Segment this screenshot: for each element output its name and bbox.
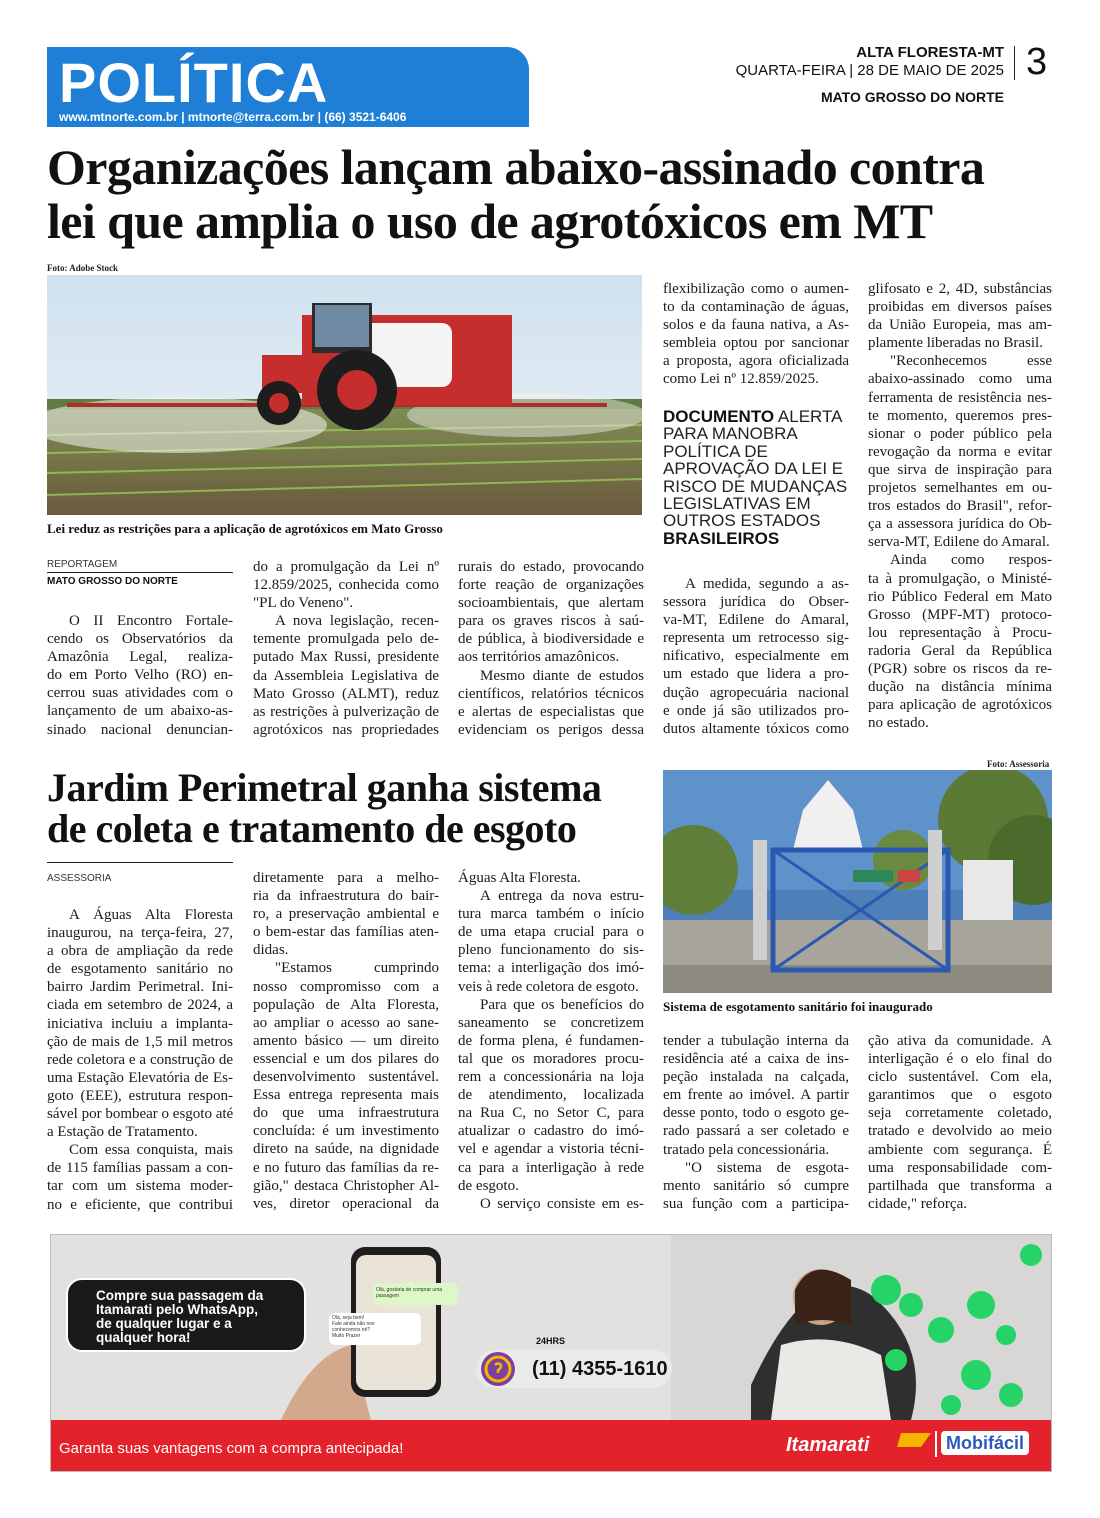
pull-quote-text: RISCO DE MUDANÇAS — [663, 476, 848, 496]
article1-headline-line1: Organizações lançam abaixo-assinado contra — [47, 139, 985, 195]
text-line: e onde já são utilizados pro- — [663, 702, 849, 719]
text-line: tema: a interligação dos imó- — [458, 960, 644, 977]
text-line: ferramenta de resistência nes- — [868, 389, 1052, 406]
text-line: do que uma infraestrutura — [253, 1105, 439, 1122]
text-line: ria da infraestrutura do bair- — [253, 888, 439, 905]
text-line: pleno funcionamento do sis- — [458, 942, 644, 959]
promo-line: Itamarati pelo WhatsApp, — [96, 1302, 259, 1317]
text-line: ambiente com segurança. É — [868, 1141, 1052, 1158]
article1-photo-credit: Foto: Adobe Stock — [47, 263, 119, 273]
text-line: 12.859/2025, conhecida como — [253, 577, 439, 594]
pull-quote — [663, 408, 849, 547]
text-line: representa um retrocesso sig- — [663, 630, 849, 647]
text-line: ro, a preservação ambiental e — [253, 906, 439, 923]
text-line: abaixo-assinado como uma — [868, 371, 1052, 388]
text-line: peção instalada na calçada, — [663, 1069, 849, 1086]
text-line: como Lei nº 12.859/2025. — [663, 371, 819, 388]
text-line: forte reação de organizações — [458, 577, 644, 594]
pull-quote-text: ALERTA — [774, 407, 843, 426]
pull-quote-lead: DOCUMENTO — [663, 407, 775, 426]
phone-hours: 24HRS — [536, 1336, 566, 1346]
article1-column-1 — [47, 612, 233, 739]
text-line: lou representação à Procu- — [868, 624, 1052, 641]
article2-photo-credit: Foto: Assessoria — [987, 759, 1050, 769]
text-line: cidade," reforça. — [868, 1195, 967, 1212]
text-line: ção ativa da comunidade. A — [868, 1033, 1052, 1049]
section-banner — [47, 47, 529, 127]
text-line: veis à rede coletora de esgoto. — [458, 978, 639, 995]
text-line: Mesmo diante de estudos — [480, 667, 644, 684]
text-line: "Estamos cumprindo — [275, 960, 439, 977]
text-line: aos territórios amazônicos. — [458, 649, 620, 666]
sewage-station-photo — [663, 770, 1052, 993]
text-line: sessora jurídica do Obser- — [663, 594, 849, 611]
text-line: (PGR) sobre os riscos da re- — [868, 660, 1052, 677]
text-line: desse ponto, todo o esgoto ge- — [663, 1105, 849, 1122]
text-line: da Assembleia Legislativa de — [253, 667, 439, 684]
article1-column-5 — [868, 280, 1052, 732]
article1-caption: Lei reduz as restrições para a aplicação de agrotóxicos em Mato Grosso — [47, 521, 443, 536]
promo-box — [66, 1278, 306, 1352]
text-line: cerrou suas atividades com o — [47, 685, 233, 702]
article2-column-2 — [253, 869, 439, 1213]
text-line: Grosso (MPF-MT) protoco- — [868, 606, 1052, 623]
text-line: um estado que lidera a pro- — [663, 666, 849, 683]
text-line: que sirva de inspiração para — [868, 461, 1052, 478]
text-line: de atendimento, localizada — [458, 1087, 644, 1104]
text-line: desenvolvimento sustentável. — [253, 1069, 439, 1086]
article2-kicker: ASSESSORIA — [47, 873, 112, 884]
text-line: Mato Grosso (ALMT), reduz — [253, 685, 439, 702]
text-line: garantimos que o esgoto — [868, 1087, 1052, 1104]
text-line: glifosato e 2, 4D, substâncias — [868, 281, 1052, 297]
promo-line: qualquer hora! — [96, 1330, 191, 1345]
article2-column-5 — [868, 1032, 1052, 1213]
text-line: dutos altamente tóxicos como — [663, 720, 849, 737]
article2-headline-line2: de coleta e tratamento de esgoto — [47, 806, 577, 851]
chat-24h-icon — [481, 1352, 515, 1386]
text-line: ciclo sustentável. Com ela, — [868, 1069, 1052, 1086]
text-line: rede coletora e a construção de — [47, 1051, 233, 1068]
text-line: "O sistema de esgota- — [685, 1159, 849, 1176]
text-line: de uma etapa crucial para o — [458, 924, 644, 941]
pull-quote-tail: BRASILEIROS — [663, 528, 780, 548]
text-line: Essa entrega representa mais — [253, 1087, 439, 1104]
text-line: flexibilização como o aumen- — [663, 281, 849, 297]
article1-column-4b — [663, 575, 849, 738]
text-line: na Rua C, no Setor C, para — [458, 1105, 644, 1122]
text-line: população de Alta Floresta, — [253, 996, 439, 1013]
itamarati-logo: Itamarati — [786, 1434, 870, 1456]
pull-quote-text: POLÍTICA DE — [663, 441, 768, 461]
text-line: e alertas de especialistas que — [458, 703, 644, 720]
text-line: da União Europeia, mas am- — [868, 317, 1052, 334]
text-line: inaugurou, na terça-feira, 27, — [47, 925, 233, 942]
article2-kicker-rule — [47, 862, 233, 863]
text-line: nificativo, especialmente em — [663, 648, 849, 665]
chat-bubble-in — [332, 1315, 375, 1339]
text-line: lançamento de um abaixo-as- — [47, 703, 233, 720]
text-line: socioambientais, que alertam — [458, 595, 644, 612]
text-line: A medida, segundo a as- — [685, 576, 849, 592]
text-line: em frente ao imóvel. A partir — [663, 1087, 849, 1104]
text-line: e no futuro das famílias da re- — [253, 1159, 439, 1176]
text-line: no estado. — [868, 715, 929, 732]
text-line: goto (EEE), estrutura respon- — [47, 1087, 233, 1104]
text-line: residência até a caixa de ins- — [663, 1051, 849, 1068]
text-line: tratado e devolvido ao meio — [868, 1123, 1052, 1140]
masthead-city: ALTA FLORESTA-MT — [856, 44, 1004, 61]
text-line: ciada em setembro de 2024, a — [47, 997, 233, 1014]
article2-column-3 — [458, 869, 644, 1213]
text-line: O II Encontro Fortale- — [69, 613, 233, 629]
text-line: evidenciam os perigos dessa — [458, 721, 644, 738]
text-line: sembleia optou por sancionar — [663, 335, 849, 352]
text-line: para os graves riscos à saú- — [458, 613, 644, 630]
pull-quote-text: LEGISLATIVAS EM — [663, 494, 811, 514]
article1-column-4a — [663, 280, 849, 389]
text-line: científicos, relatórios técnicos — [458, 685, 644, 702]
section-title: POLÍTICA — [59, 51, 329, 114]
text-line: direto na saúde, na dignidade — [253, 1141, 439, 1158]
text-line: tar com um sistema moder- — [47, 1178, 233, 1195]
text-line: sua função com a participa- — [663, 1195, 849, 1212]
text-line: a proposta, agora oficializada — [663, 353, 849, 370]
text-line: iniciativa incluiu a implanta- — [47, 1015, 233, 1032]
text-line: tura marca também o início — [458, 906, 644, 923]
text-line: para aplicação de agrotóxicos — [868, 697, 1052, 714]
text-line: "Reconhecemos esse — [890, 353, 1052, 370]
text-line: va-MT, Edilene do Amaral, — [663, 612, 849, 629]
text-line: sinado nacional denuncian- — [47, 721, 233, 738]
itamarati-advertisement[interactable] — [50, 1234, 1052, 1472]
masthead-paper: MATO GROSSO DO NORTE — [820, 89, 1004, 105]
article1-author: MATO GROSSO DO NORTE — [47, 576, 178, 587]
ad-footer-text: Garanta suas vantagens com a compra antecipada! — [59, 1440, 404, 1457]
text-line: serva-MT, Edilene do Amaral. — [868, 534, 1050, 551]
text-line: te momento, queremos pres- — [868, 407, 1052, 424]
text-line: plamente liberadas no Brasil. — [868, 335, 1043, 352]
text-line: do a promulgação da Lei nº — [253, 559, 439, 575]
masthead-divider — [1014, 46, 1015, 80]
text-line: agrotóxicos nas propriedades — [253, 721, 439, 738]
chat-bubble-out: Olá, gostaria de comprar uma passagem — [376, 1287, 443, 1299]
text-line: ves, diretor operacional da — [253, 1195, 439, 1212]
text-line: rurais do estado, provocando — [458, 559, 644, 575]
section-contact: www.mtnorte.com.br | mtnorte@terra.com.br | (66) 3521-6406 — [59, 110, 407, 124]
text-line: vel e agendar a vistoria técni- — [458, 1141, 644, 1158]
text-line: "PL do Veneno". — [253, 595, 354, 612]
text-line: no e eficiente, que contribui — [47, 1196, 233, 1213]
text-line: to da contaminação de águas, — [663, 299, 849, 316]
text-line: rio Público Federal em Mato — [868, 588, 1052, 605]
chat-line: Muito Prazer — [332, 1333, 361, 1339]
article2-caption: Sistema de esgotamento sanitário foi inaugurado — [663, 999, 933, 1014]
text-line: diretamente para a melho- — [253, 870, 439, 886]
article2-column-4 — [663, 1032, 849, 1213]
text-line: Para que os benefícios do — [480, 996, 644, 1013]
text-line: interligação é o elo final do — [868, 1051, 1052, 1068]
phone-number[interactable]: (11) 4355-1610 — [532, 1358, 668, 1380]
text-line: tros estados do Brasil", refor- — [868, 498, 1052, 515]
text-line: A Águas Alta Floresta — [69, 907, 233, 923]
article2-column-1 — [47, 906, 233, 1214]
text-line: a obra de ampliação da rede — [47, 943, 233, 960]
text-line: tal que os moradores procu- — [458, 1050, 644, 1067]
article1-headline-line2: lei que amplia o uso de agrotóxicos em MT — [47, 193, 933, 249]
article1-column-3 — [458, 558, 644, 739]
text-line: seja corretamente coletado, — [868, 1105, 1052, 1122]
text-line: concluída: é um investimento — [253, 1123, 439, 1140]
text-line: ta à promulgação, o Ministé- — [868, 570, 1052, 587]
chat-line: Fale ainda não nos — [332, 1321, 375, 1327]
text-line: nosso compromisso com a — [253, 978, 439, 995]
tractor-photo — [47, 275, 642, 515]
text-line: dução agropecuária nacional — [663, 684, 849, 701]
article2-headline-line1: Jardim Perimetral ganha sistema — [47, 765, 602, 810]
page-number: 3 — [1026, 41, 1048, 83]
text-line: temente promulgada pelo de- — [253, 631, 439, 648]
text-line: tender a tubulação interna da — [663, 1033, 849, 1049]
text-line: A entrega da nova estru- — [480, 888, 644, 905]
text-line: uma Estação Elevatória de Es- — [47, 1069, 233, 1086]
text-line: as restrições à pulverização de — [253, 703, 439, 720]
article1-column-2 — [253, 558, 439, 739]
text-line: rem a concessionária na loja — [458, 1069, 644, 1086]
text-line: o bem-estar das famílias aten- — [253, 924, 439, 941]
text-line: ca para a interligação à rede — [458, 1159, 644, 1176]
text-line: tratado pela concessionária. — [663, 1141, 830, 1158]
text-line: Com essa conquista, mais — [69, 1142, 233, 1159]
promo-line: Compre sua passagem da — [96, 1288, 264, 1303]
text-line: didas. — [253, 942, 289, 959]
text-line: mento sanitário só cumpre — [663, 1177, 849, 1194]
masthead-date: QUARTA-FEIRA | 28 DE MAIO DE 2025 — [735, 62, 1004, 79]
mobifacil-logo: Mobifácil — [941, 1431, 1029, 1455]
text-line: A nova legislação, recen- — [275, 613, 439, 630]
text-line: de forma plena, é fundamen- — [458, 1032, 644, 1049]
text-line: de esgotamento sanitário no — [47, 961, 233, 978]
text-line: proibidas em diversos países — [868, 299, 1052, 316]
article1-kicker: REPORTAGEM — [47, 559, 118, 570]
text-line: Ainda como respos- — [890, 552, 1052, 569]
text-line: ao ampliar o acesso ao sane- — [253, 1014, 439, 1031]
text-line: partilhada que transforma a — [868, 1177, 1052, 1194]
text-line: Amazônia Legal, realiza- — [47, 649, 233, 666]
text-line: de pública, à biodiversidade e — [458, 631, 644, 648]
text-line: cendo os Observatórios da — [47, 631, 233, 648]
text-line: sável por bombear o esgoto até — [47, 1106, 234, 1123]
text-line: uma responsabilidade com- — [868, 1159, 1052, 1176]
text-line: a Estação de Tratamento. — [47, 1124, 198, 1141]
text-line: de esgoto. — [458, 1177, 519, 1194]
text-line: projetos semelhantes em ou- — [868, 480, 1052, 497]
chat-line: Olá, seja bem! — [332, 1315, 365, 1321]
text-line: gião," destaca Christopher Al- — [253, 1177, 439, 1194]
text-line: essencial e um dos pilares do — [253, 1050, 439, 1067]
text-line: do em Porto Velho (RO) en- — [47, 667, 233, 684]
text-line: Águas Alta Floresta. — [458, 870, 581, 886]
text-line: bairro Jardim Perimetral. Ini- — [47, 979, 233, 996]
text-line: rado passará a ser coletado e — [663, 1123, 849, 1140]
phone-pill[interactable] — [476, 1336, 672, 1388]
text-line: O serviço consiste em es- — [480, 1195, 644, 1212]
text-line: de 115 famílias passam a con- — [47, 1160, 233, 1177]
text-line: saneamento se concretizem — [458, 1014, 644, 1031]
text-line: dução na distância mínima — [868, 679, 1052, 696]
text-line: radoria Geral da República — [868, 642, 1052, 659]
article1-kicker-rule — [47, 572, 233, 573]
promo-line: de qualquer lugar e a — [96, 1316, 232, 1331]
text-line: sionar o poder público pela — [868, 425, 1052, 442]
text-line: ça a assessora jurídica do Ob- — [868, 516, 1052, 533]
pull-quote-text: OUTROS ESTADOS — [663, 511, 821, 531]
text-line: amento básico — um direito — [253, 1032, 439, 1049]
text-line: ção de mais de 1,5 mil metros — [47, 1033, 233, 1050]
pull-quote-text: APROVAÇÃO DA LEI E — [663, 459, 844, 479]
chat-line: conhecemos né? — [332, 1327, 371, 1333]
pull-quote-text: PARA MANOBRA — [663, 424, 798, 444]
text-line: putado Max Russi, presidente — [253, 649, 439, 666]
text-line: atualizar o cadastro do imó- — [458, 1123, 644, 1140]
logo-divider — [935, 1431, 937, 1457]
text-line: revogação da norma e evitar — [868, 443, 1052, 460]
text-line: solos e da fauna nativa, a As- — [663, 317, 849, 334]
